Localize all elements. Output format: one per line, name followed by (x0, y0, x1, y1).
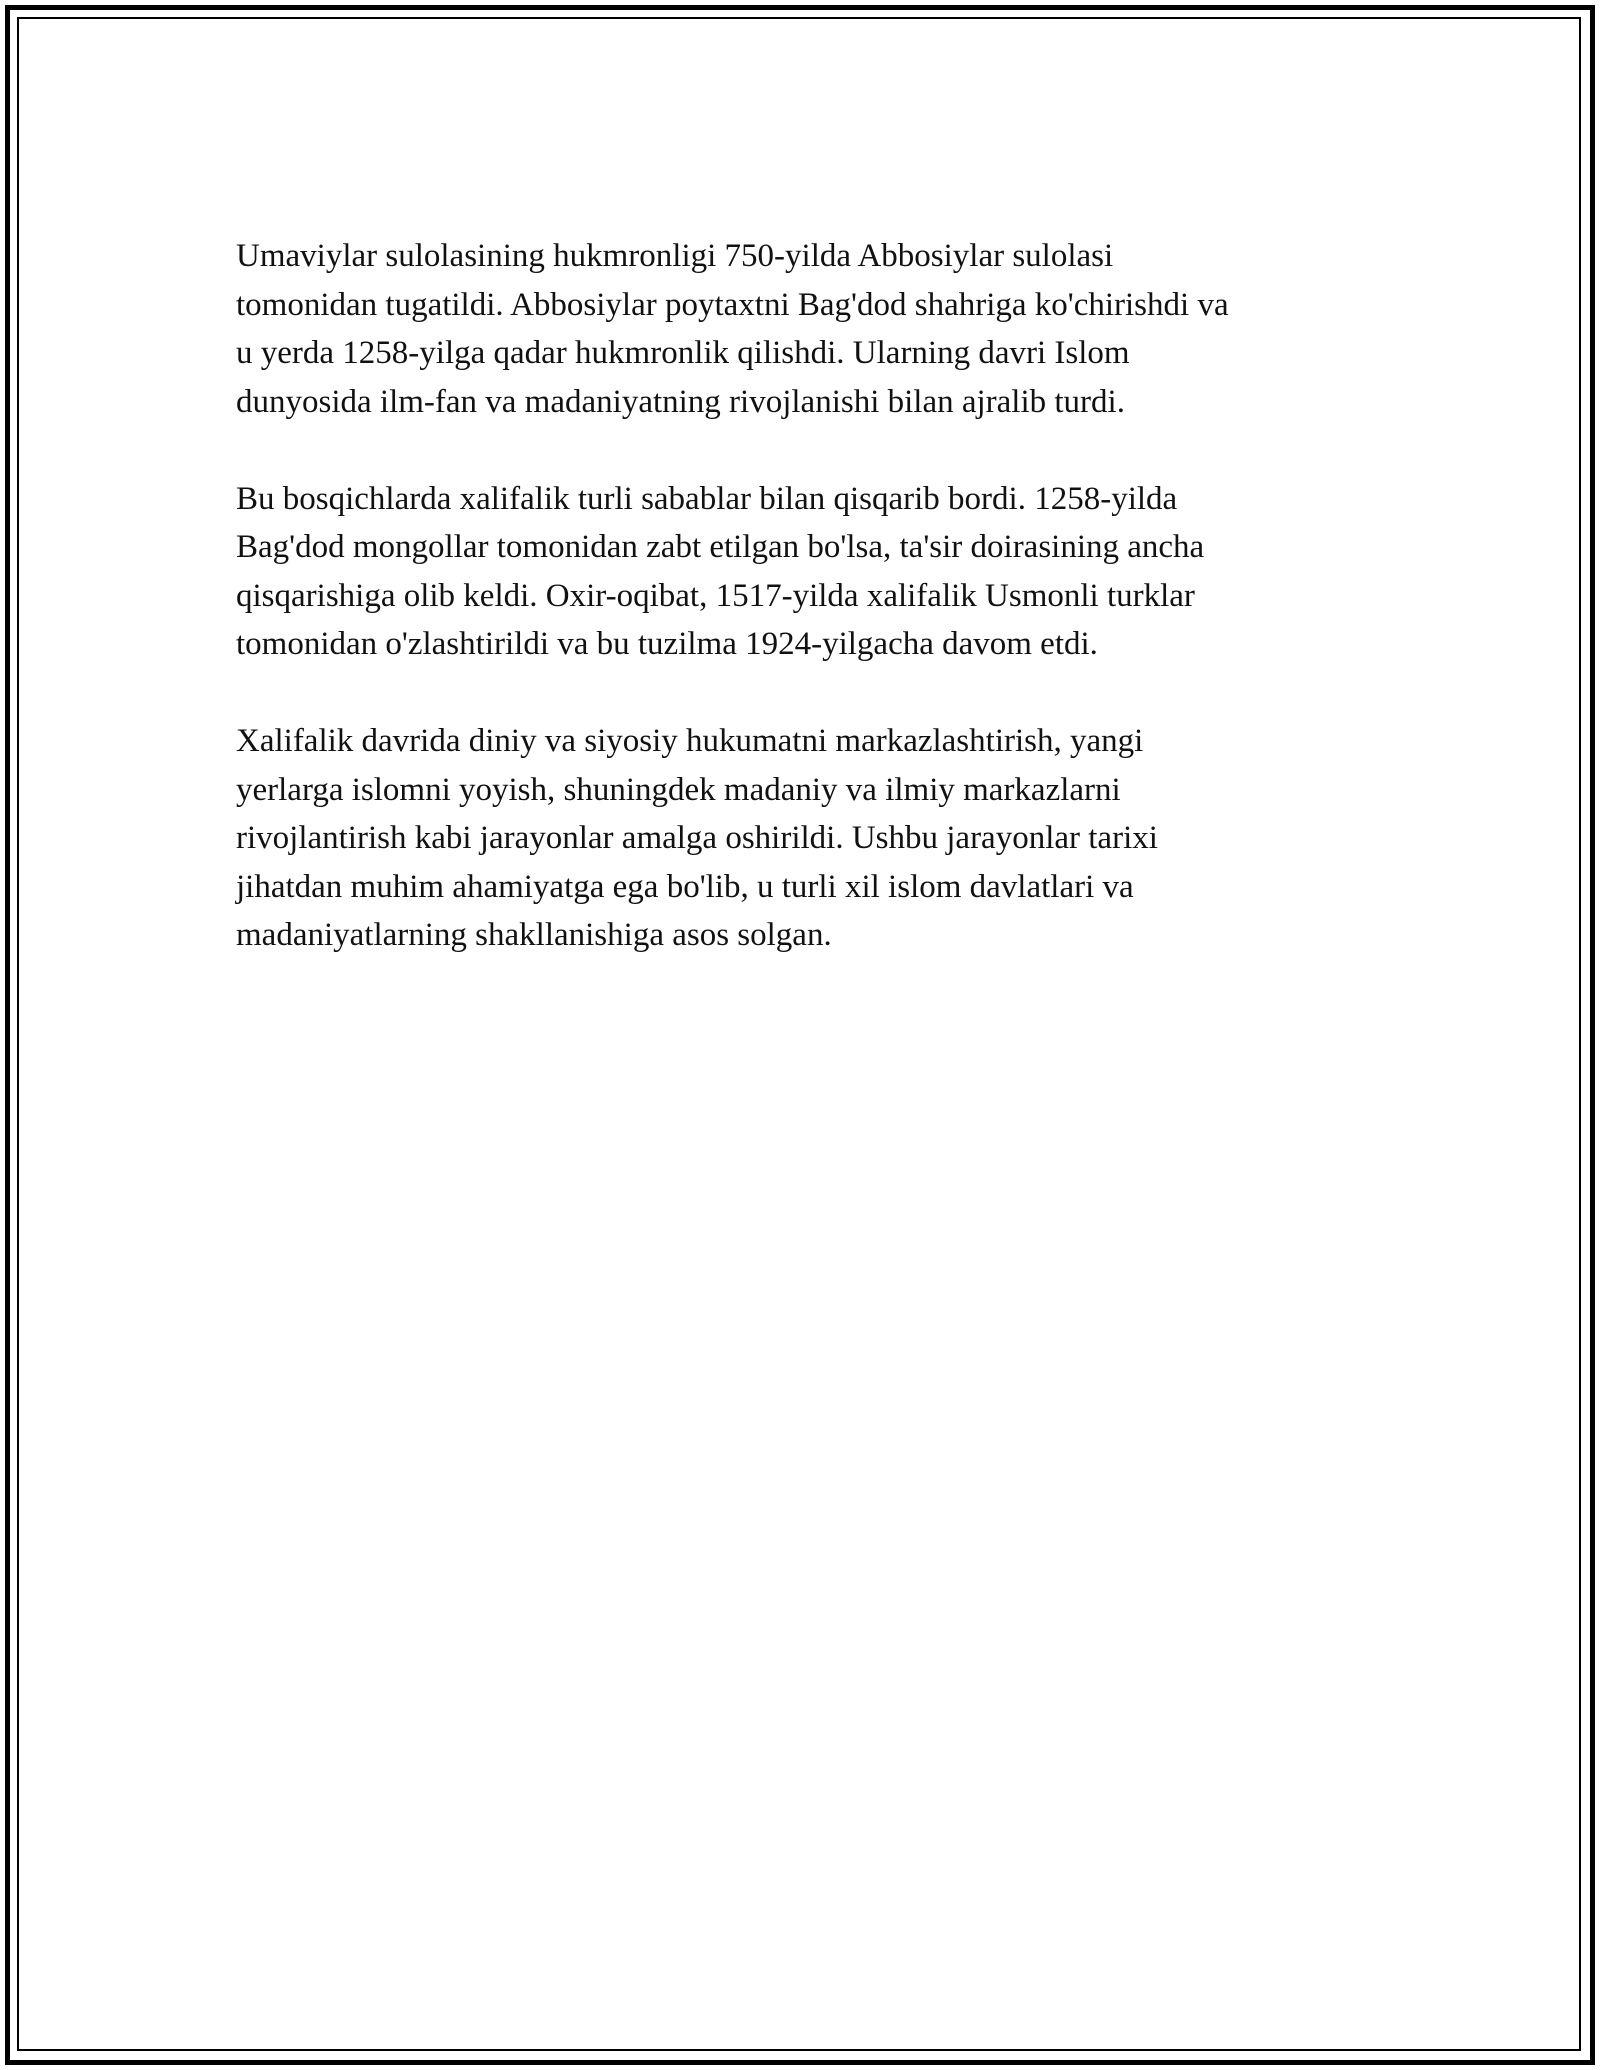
paragraph-3: Xalifalik davrida diniy va siyosiy hukumatni markazlashtirish, yangi yerlarga islomni yoyish, shuningdek madaniy va ilmiy markazlarni rivojlantirish kabi jarayonlar amalga oshirildi. Ushbu jarayonlar tarixi jihatdan muhim ahamiyatga ega bo'lib, u turli xil islom davlatlari va madaniyatlarning shakllanishiga asos solgan. (236, 723, 1158, 953)
document-body (236, 232, 1376, 1008)
paragraph-2: Bu bosqichlarda xalifalik turli sabablar bilan qisqarib bordi. 1258-yilda Bag'dod mongollar tomonidan zabt etilgan bo'lsa, ta'sir doirasining ancha qisqarishiga olib keldi. Oxir-oqibat, 1517-yilda xalifalik Usmonli turklar tomonidan o'zlashtirildi va bu tuzilma 1924-yilgacha davom etdi. (236, 480, 1205, 662)
paragraph-1: Umaviylar sulolasining hukmronligi 750-yilda Abbosiylar sulolasi tomonidan tugatildi. Abbosiylar poytaxtni Bag'dod shahriga ko'chirishdi va u yerda 1258-yilga qadar hukmronlik qilishdi. Ularning davri Islom dunyosida ilm-fan va madaniyatning rivojlanishi bilan ajralib turdi. (236, 238, 1229, 420)
